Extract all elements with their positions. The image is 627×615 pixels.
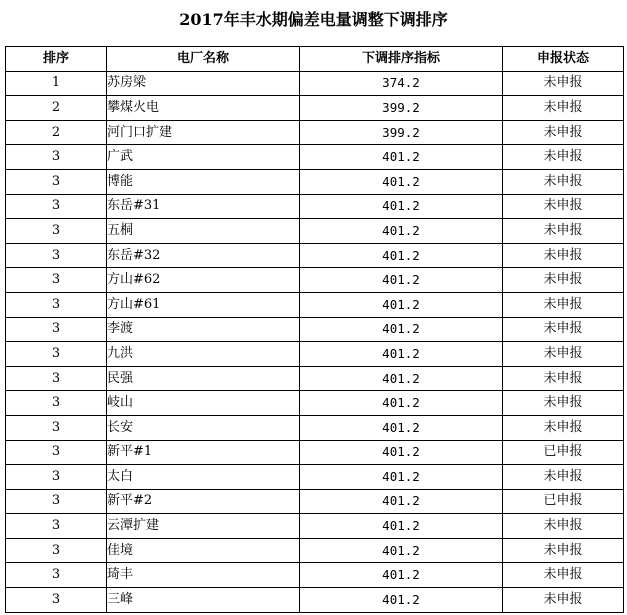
rank-cell: 3 [6,440,107,465]
plant-name-cell: 九洪 [107,342,300,367]
plant-name-cell: 长安 [107,415,300,440]
header-index: 下调排序指标 [300,47,503,72]
plant-name-cell: 云潭扩建 [107,514,300,539]
rank-cell: 3 [6,219,107,244]
status-cell: 未申报 [503,292,624,317]
status-cell: 未申报 [503,563,624,588]
index-cell: 399.2 [300,120,503,145]
table-row [6,465,624,490]
rank-cell: 3 [6,317,107,342]
plant-name-cell: 五桐 [107,219,300,244]
plant-name-cell: 李渡 [107,317,300,342]
table-header [6,47,624,72]
rank-cell: 3 [6,563,107,588]
rank-cell: 3 [6,538,107,563]
rank-cell: 3 [6,514,107,539]
rank-cell: 3 [6,243,107,268]
plant-name-cell: 广武 [107,145,300,170]
table-row [6,243,624,268]
index-cell: 401.2 [300,588,503,613]
status-cell: 未申报 [503,71,624,96]
index-cell: 401.2 [300,415,503,440]
index-cell: 401.2 [300,538,503,563]
index-cell: 401.2 [300,317,503,342]
header-row [6,47,624,72]
index-cell: 401.2 [300,243,503,268]
table-row [6,342,624,367]
plant-name-cell: 岐山 [107,391,300,416]
status-cell: 未申报 [503,120,624,145]
rank-cell: 3 [6,342,107,367]
document-title: 2017年丰水期偏差电量调整下调排序 [179,10,448,29]
status-cell: 未申报 [503,169,624,194]
status-cell: 未申报 [503,538,624,563]
table-row [6,538,624,563]
status-cell: 未申报 [503,391,624,416]
status-cell: 未申报 [503,317,624,342]
rank-cell: 2 [6,96,107,121]
plant-name-cell: 民强 [107,366,300,391]
status-cell: 已申报 [503,440,624,465]
plant-name-cell: 佳境 [107,538,300,563]
index-cell: 401.2 [300,465,503,490]
index-cell: 399.2 [300,96,503,121]
status-cell: 未申报 [503,219,624,244]
table-row [6,71,624,96]
index-cell: 401.2 [300,489,503,514]
status-cell: 未申报 [503,342,624,367]
table-row [6,588,624,613]
plant-name-cell: 太白 [107,465,300,490]
plant-name-cell: 方山#61 [107,292,300,317]
status-cell: 未申报 [503,514,624,539]
index-cell: 401.2 [300,563,503,588]
rank-cell: 3 [6,489,107,514]
plant-name-cell: 方山#62 [107,268,300,293]
status-cell: 未申报 [503,366,624,391]
plant-name-cell: 新平#1 [107,440,300,465]
status-cell: 未申报 [503,96,624,121]
table-row [6,120,624,145]
header-rank: 排序 [6,47,107,72]
status-cell: 未申报 [503,588,624,613]
rank-cell: 3 [6,465,107,490]
table-row [6,415,624,440]
rank-cell: 3 [6,268,107,293]
plant-name-cell: 东岳#32 [107,243,300,268]
header-plant-name: 电厂名称 [107,47,300,72]
plant-name-cell: 琦丰 [107,563,300,588]
plant-name-cell: 苏房梁 [107,71,300,96]
index-cell: 401.2 [300,268,503,293]
table-row [6,292,624,317]
rank-cell: 3 [6,145,107,170]
table-row [6,96,624,121]
index-cell: 401.2 [300,366,503,391]
plant-name-cell: 攀煤火电 [107,96,300,121]
table-row [6,169,624,194]
rank-cell: 3 [6,292,107,317]
table-row [6,563,624,588]
rank-cell: 1 [6,71,107,96]
status-cell: 未申报 [503,194,624,219]
rank-cell: 3 [6,415,107,440]
index-cell: 401.2 [300,391,503,416]
status-cell: 未申报 [503,268,624,293]
plant-name-cell: 三峰 [107,588,300,613]
status-cell: 未申报 [503,145,624,170]
plant-name-cell: 东岳#31 [107,194,300,219]
index-cell: 401.2 [300,440,503,465]
table-row [6,440,624,465]
index-cell: 401.2 [300,145,503,170]
rank-cell: 2 [6,120,107,145]
table-row [6,268,624,293]
index-cell: 401.2 [300,194,503,219]
index-cell: 401.2 [300,514,503,539]
table-row [6,317,624,342]
status-cell: 未申报 [503,415,624,440]
plant-name-cell: 新平#2 [107,489,300,514]
table-row [6,219,624,244]
table-row [6,514,624,539]
plant-name-cell: 河门口扩建 [107,120,300,145]
plant-name-cell: 博能 [107,169,300,194]
rank-cell: 3 [6,169,107,194]
rank-cell: 3 [6,391,107,416]
table-row [6,194,624,219]
status-cell: 已申报 [503,489,624,514]
index-cell: 374.2 [300,71,503,96]
table-row [6,391,624,416]
status-cell: 未申报 [503,243,624,268]
index-cell: 401.2 [300,169,503,194]
index-cell: 401.2 [300,219,503,244]
table-row [6,145,624,170]
header-status: 申报状态 [503,47,624,72]
table-row [6,366,624,391]
rank-cell: 3 [6,194,107,219]
table-row [6,489,624,514]
rank-cell: 3 [6,366,107,391]
index-cell: 401.2 [300,292,503,317]
downward-adjustment-ranking-table [5,46,624,613]
index-cell: 401.2 [300,342,503,367]
status-cell: 未申报 [503,465,624,490]
table-body [6,71,624,612]
rank-cell: 3 [6,588,107,613]
